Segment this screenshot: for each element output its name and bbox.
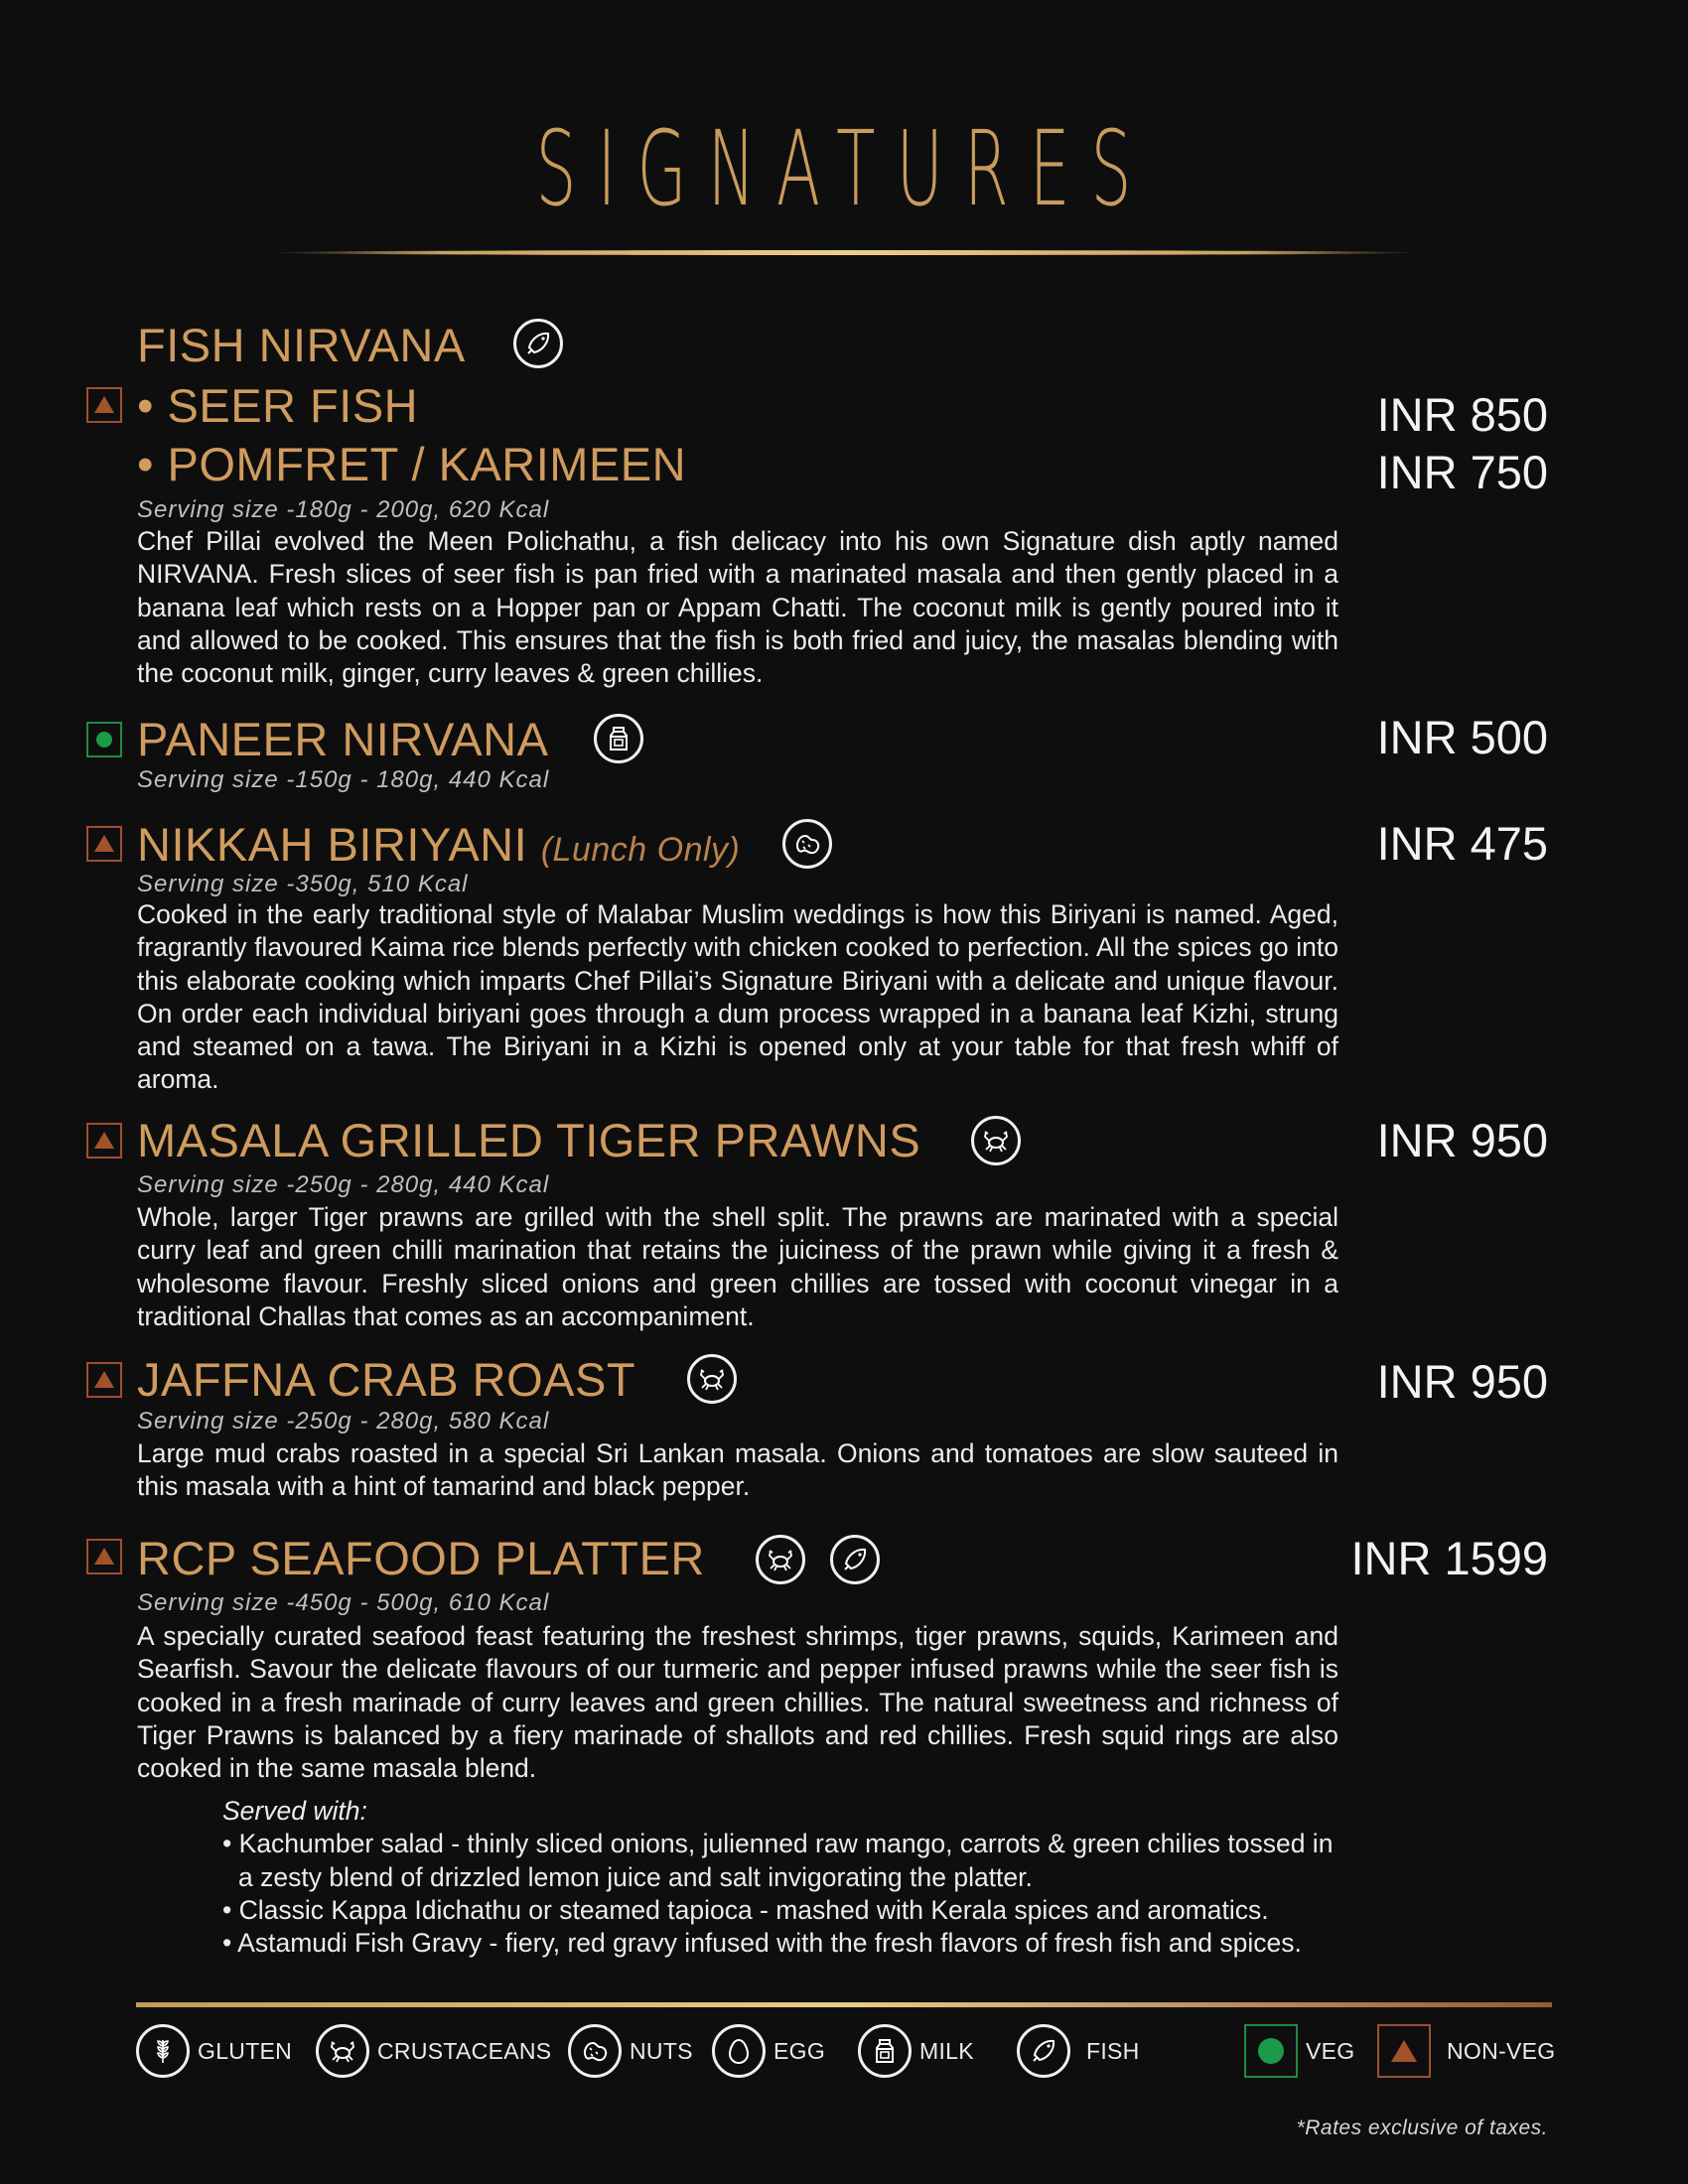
legend-non-veg-label: NON-VEG [1447, 2037, 1556, 2064]
allergen-legend [0, 2023, 1688, 2079]
serving-size-paneer: Serving size -150g - 180g, 440 Kcal [137, 766, 550, 793]
serving-size-biriyani: Serving size -350g, 510 Kcal [137, 871, 469, 897]
non-veg-marker [1377, 2024, 1431, 2078]
egg-icon [712, 2024, 766, 2078]
description-fish-nirvana: Chef Pillai evolved the Meen Polichathu, a fish delicacy into his own Signature dish aptly named NIRVANA. Fresh slices of seer fish is pan fried with a marinated masala and then gently placed in a banana leaf which rests on a Hopper pan or Appam Chatti. The coconut milk is gently poured into it and allowed to be cooked. This ensures that the fish is both fried and juicy, the masalas blending with the coconut milk, ginger, curry leaves & green chillies. [137, 526, 1338, 689]
served-with-item: • Kachumber salad - thinly sliced onions, julienned raw mango, carrots & green chilies tossed in a zesty blend of drizzled lemon juice and salt invigorating the platter. [222, 1829, 1334, 1892]
dish-name-paneer-nirvana: PANEER NIRVANA [137, 713, 549, 765]
legend-egg-label: EGG [774, 2037, 826, 2064]
page-title: SIGNATURES [535, 108, 1153, 229]
served-with-item: • Classic Kappa Idichathu or steamed tapioca - mashed with Kerala spices and aromatics. [222, 1894, 1269, 1925]
dish-name-seer-fish: • SEER FISH [137, 379, 419, 432]
dish-name-fish-nirvana: FISH NIRVANA [137, 319, 466, 371]
legend-gluten [136, 2023, 292, 2079]
non-veg-marker [86, 387, 122, 423]
serving-size-prawns: Serving size -250g - 280g, 440 Kcal [137, 1171, 550, 1198]
non-veg-marker [86, 826, 122, 862]
dish-name-nikkah-biriyani [137, 818, 741, 871]
crustaceans-icon [316, 2024, 369, 2078]
footer-divider [136, 2002, 1552, 2007]
nuts-icon [782, 819, 832, 869]
milk-icon [858, 2024, 912, 2078]
lunch-only-note: (Lunch Only) [540, 831, 741, 869]
legend-milk [858, 2023, 974, 2079]
price-paneer-nirvana: INR 500 [1376, 711, 1548, 763]
serving-size-fish: Serving size -180g - 200g, 620 Kcal [137, 496, 550, 523]
dish-name-pomfret-karimeen: • POMFRET / KARIMEEN [137, 438, 687, 490]
nuts-icon [568, 2024, 622, 2078]
price-pomfret-karimeen: INR 750 [1376, 446, 1548, 498]
crustaceans-icon [756, 1535, 805, 1584]
fish-icon [1017, 2024, 1070, 2078]
description-seafood-platter: A specially curated seafood feast featuring the freshest shrimps, tiger prawns, squids, Karimeen and Searfish. Savour the delicate flavours of our turmeric and pepper infused prawns while the seer fish is cooked in a fresh marinade of curry leaves and green chillies. The natural sweetness and richness of Tiger Prawns is balanced by a fiery marinade of shallots and red chillies. Fresh squid rings are also cooked in the same masala blend. [137, 1621, 1338, 1784]
legend-nuts-label: NUTS [630, 2037, 693, 2064]
legend-veg [1244, 2023, 1354, 2079]
dish-name-seafood-platter: RCP SEAFOOD PLATTER [137, 1532, 705, 1584]
fish-icon [830, 1535, 880, 1584]
crustaceans-icon [971, 1116, 1021, 1165]
legend-fish [1017, 2023, 1140, 2079]
serving-size-crab: Serving size -250g - 280g, 580 Kcal [137, 1408, 550, 1434]
veg-marker [86, 722, 122, 757]
crustaceans-icon [687, 1354, 737, 1404]
served-with-list [222, 1795, 1354, 1960]
legend-nuts [568, 2023, 693, 2079]
description-tiger-prawns: Whole, larger Tiger prawns are grilled with the shell split. The prawns are marinated with a special curry leaf and green chilli marination that retains the juiciness of the prawn while giving it a fresh & wholesome flavour. Freshly sliced onions and green chillies are tossed with coconut vinegar in a traditional Challas that comes as an accompaniment. [137, 1202, 1338, 1331]
price-seafood-platter: INR 1599 [1350, 1532, 1548, 1584]
legend-gluten-label: GLUTEN [198, 2037, 293, 2064]
legend-crustaceans [316, 2023, 551, 2079]
dish-name-biriyani-text: NIKKAH BIRIYANI [137, 818, 528, 871]
description-jaffna-crab-roast: Large mud crabs roasted in a special Sri Lankan masala. Onions and tomatoes are slow sauteed in this masala with a hint of tamarind and black pepper. [137, 1438, 1338, 1502]
served-with-item: • Astamudi Fish Gravy - fiery, red gravy infused with the fresh flavors of fresh fish and spices. [222, 1928, 1302, 1959]
non-veg-marker [86, 1362, 122, 1398]
legend-veg-label: VEG [1306, 2037, 1355, 2064]
price-nikkah-biriyani: INR 475 [1376, 817, 1548, 870]
dish-name-tiger-prawns: MASALA GRILLED TIGER PRAWNS [137, 1114, 921, 1166]
legend-crustaceans-label: CRUSTACEANS [377, 2037, 552, 2064]
milk-icon [594, 714, 643, 763]
legend-egg [712, 2023, 825, 2079]
legend-fish-label: FISH [1086, 2037, 1140, 2064]
legend-milk-label: MILK [919, 2037, 974, 2064]
price-tiger-prawns: INR 950 [1376, 1114, 1548, 1166]
title-divider [270, 250, 1420, 255]
price-seer-fish: INR 850 [1376, 388, 1548, 441]
gluten-icon [136, 2024, 190, 2078]
taxes-footnote: *Rates exclusive of taxes. [1296, 2116, 1548, 2139]
non-veg-marker [86, 1123, 122, 1159]
price-jaffna-crab-roast: INR 950 [1376, 1355, 1548, 1408]
veg-marker [1244, 2024, 1298, 2078]
non-veg-marker [86, 1539, 122, 1574]
serving-size-platter: Serving size -450g - 500g, 610 Kcal [137, 1589, 550, 1616]
legend-non-veg [1377, 2023, 1555, 2079]
fish-icon [513, 319, 563, 368]
dish-name-jaffna-crab-roast: JAFFNA CRAB ROAST [137, 1353, 636, 1406]
served-with-heading: Served with: [222, 1796, 367, 1826]
description-nikkah-biriyani: Cooked in the early traditional style of Malabar Muslim weddings is how this Biriyani is named. Aged, fragrantly flavoured Kaima rice blends perfectly with chicken cooked to perfection. All the spices go into this elaborate cooking which imparts Chef Pillai’s Signature Biriyani with a delicate and unique flavour. On order each individual biriyani goes through a dum process wrapped in a banana leaf Kizhi, strung and steamed on a tawa. The Biriyani in a Kizhi is opened only at your table for that fresh whiff of aroma. [137, 899, 1338, 1095]
